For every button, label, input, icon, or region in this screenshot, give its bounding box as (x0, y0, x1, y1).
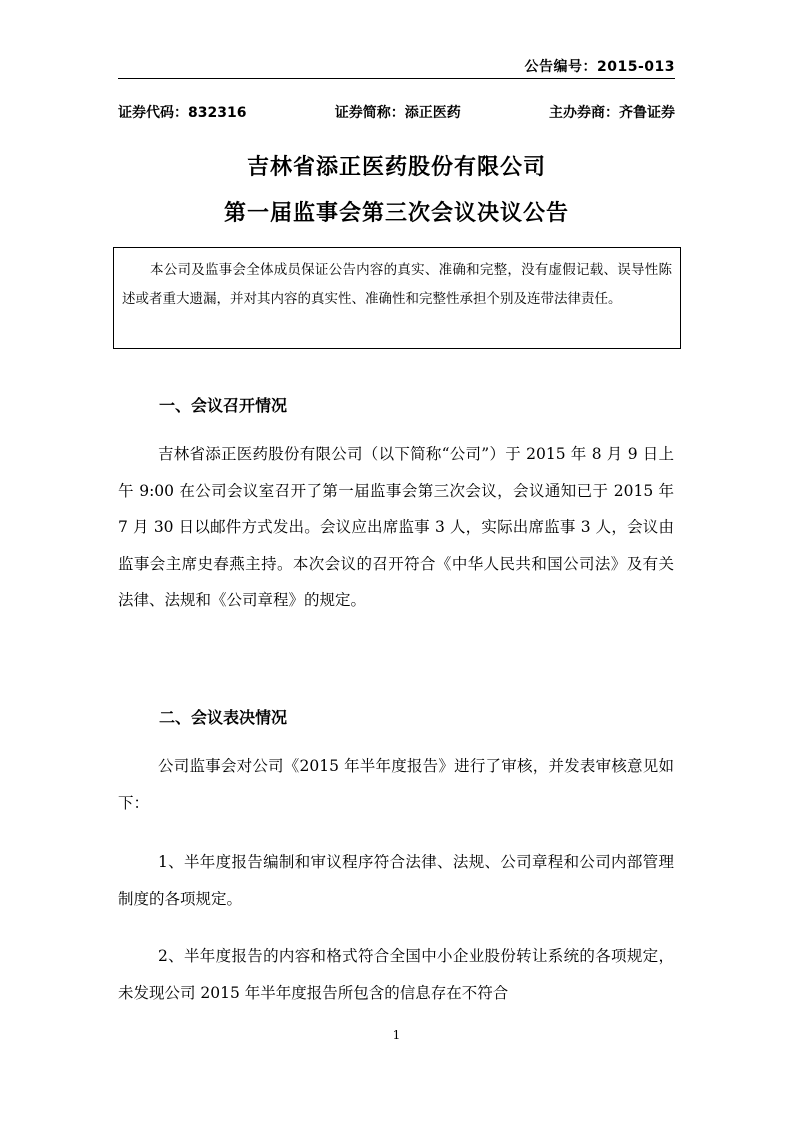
header-divider (118, 78, 675, 79)
page-number: 1 (392, 1028, 401, 1042)
section-heading-meeting: 一、会议召开情况 (159, 396, 288, 415)
voting-paragraph-item-2: 2、半年度报告的内容和格式符合全国中小企业股份转让系统的各项规定，未发现公司 2015 年半年度报告所包含的信息存在不符合 (118, 947, 674, 1002)
voting-paragraph-item-1: 1、半年度报告编制和审议程序符合法律、法规、公司章程和公司内部管理制度的各项规定。 (118, 853, 674, 908)
announcement-title: 第一届监事会第三次会议决议公告 (223, 201, 569, 226)
securities-info-line (118, 102, 675, 122)
section-heading-voting: 二、会议表决情况 (159, 708, 288, 727)
disclaimer-box: 本公司及监事会全体成员保证公告内容的真实、准确和完整，没有虚假记载、误导性陈述或者重大遗漏，并对其内容的真实性、准确性和完整性承担个别及连带法律责任。 (113, 247, 681, 349)
sponsoring-broker: 主办券商：齐鲁证券 (548, 105, 675, 121)
announcement-number: 公告编号：2015-013 (524, 59, 675, 75)
securities-code: 证券代码：832316 (118, 105, 247, 121)
meeting-paragraph: 吉林省添正医药股份有限公司（以下简称“公司”）于 2015 年 8 月 9 日上午 9:00 在公司会议室召开了第一届监事会第三次会议，会议通知已于 2015 年 7 月 30 日以邮件方式发出。会议应出席监事 3 人，实际出席监事 3 人，会议由监事会主席史春燕主持。本次会议的召开符合《中华人民共和国公司法》及有关法律、法规和《公司章程》的规定。 (118, 445, 674, 609)
securities-short-name: 证券简称：添正医药 (334, 105, 461, 121)
voting-paragraph-intro: 公司监事会对公司《2015 年半年度报告》进行了审核，并发表审核意见如下： (118, 757, 674, 812)
company-title: 吉林省添正医药股份有限公司 (246, 155, 546, 180)
